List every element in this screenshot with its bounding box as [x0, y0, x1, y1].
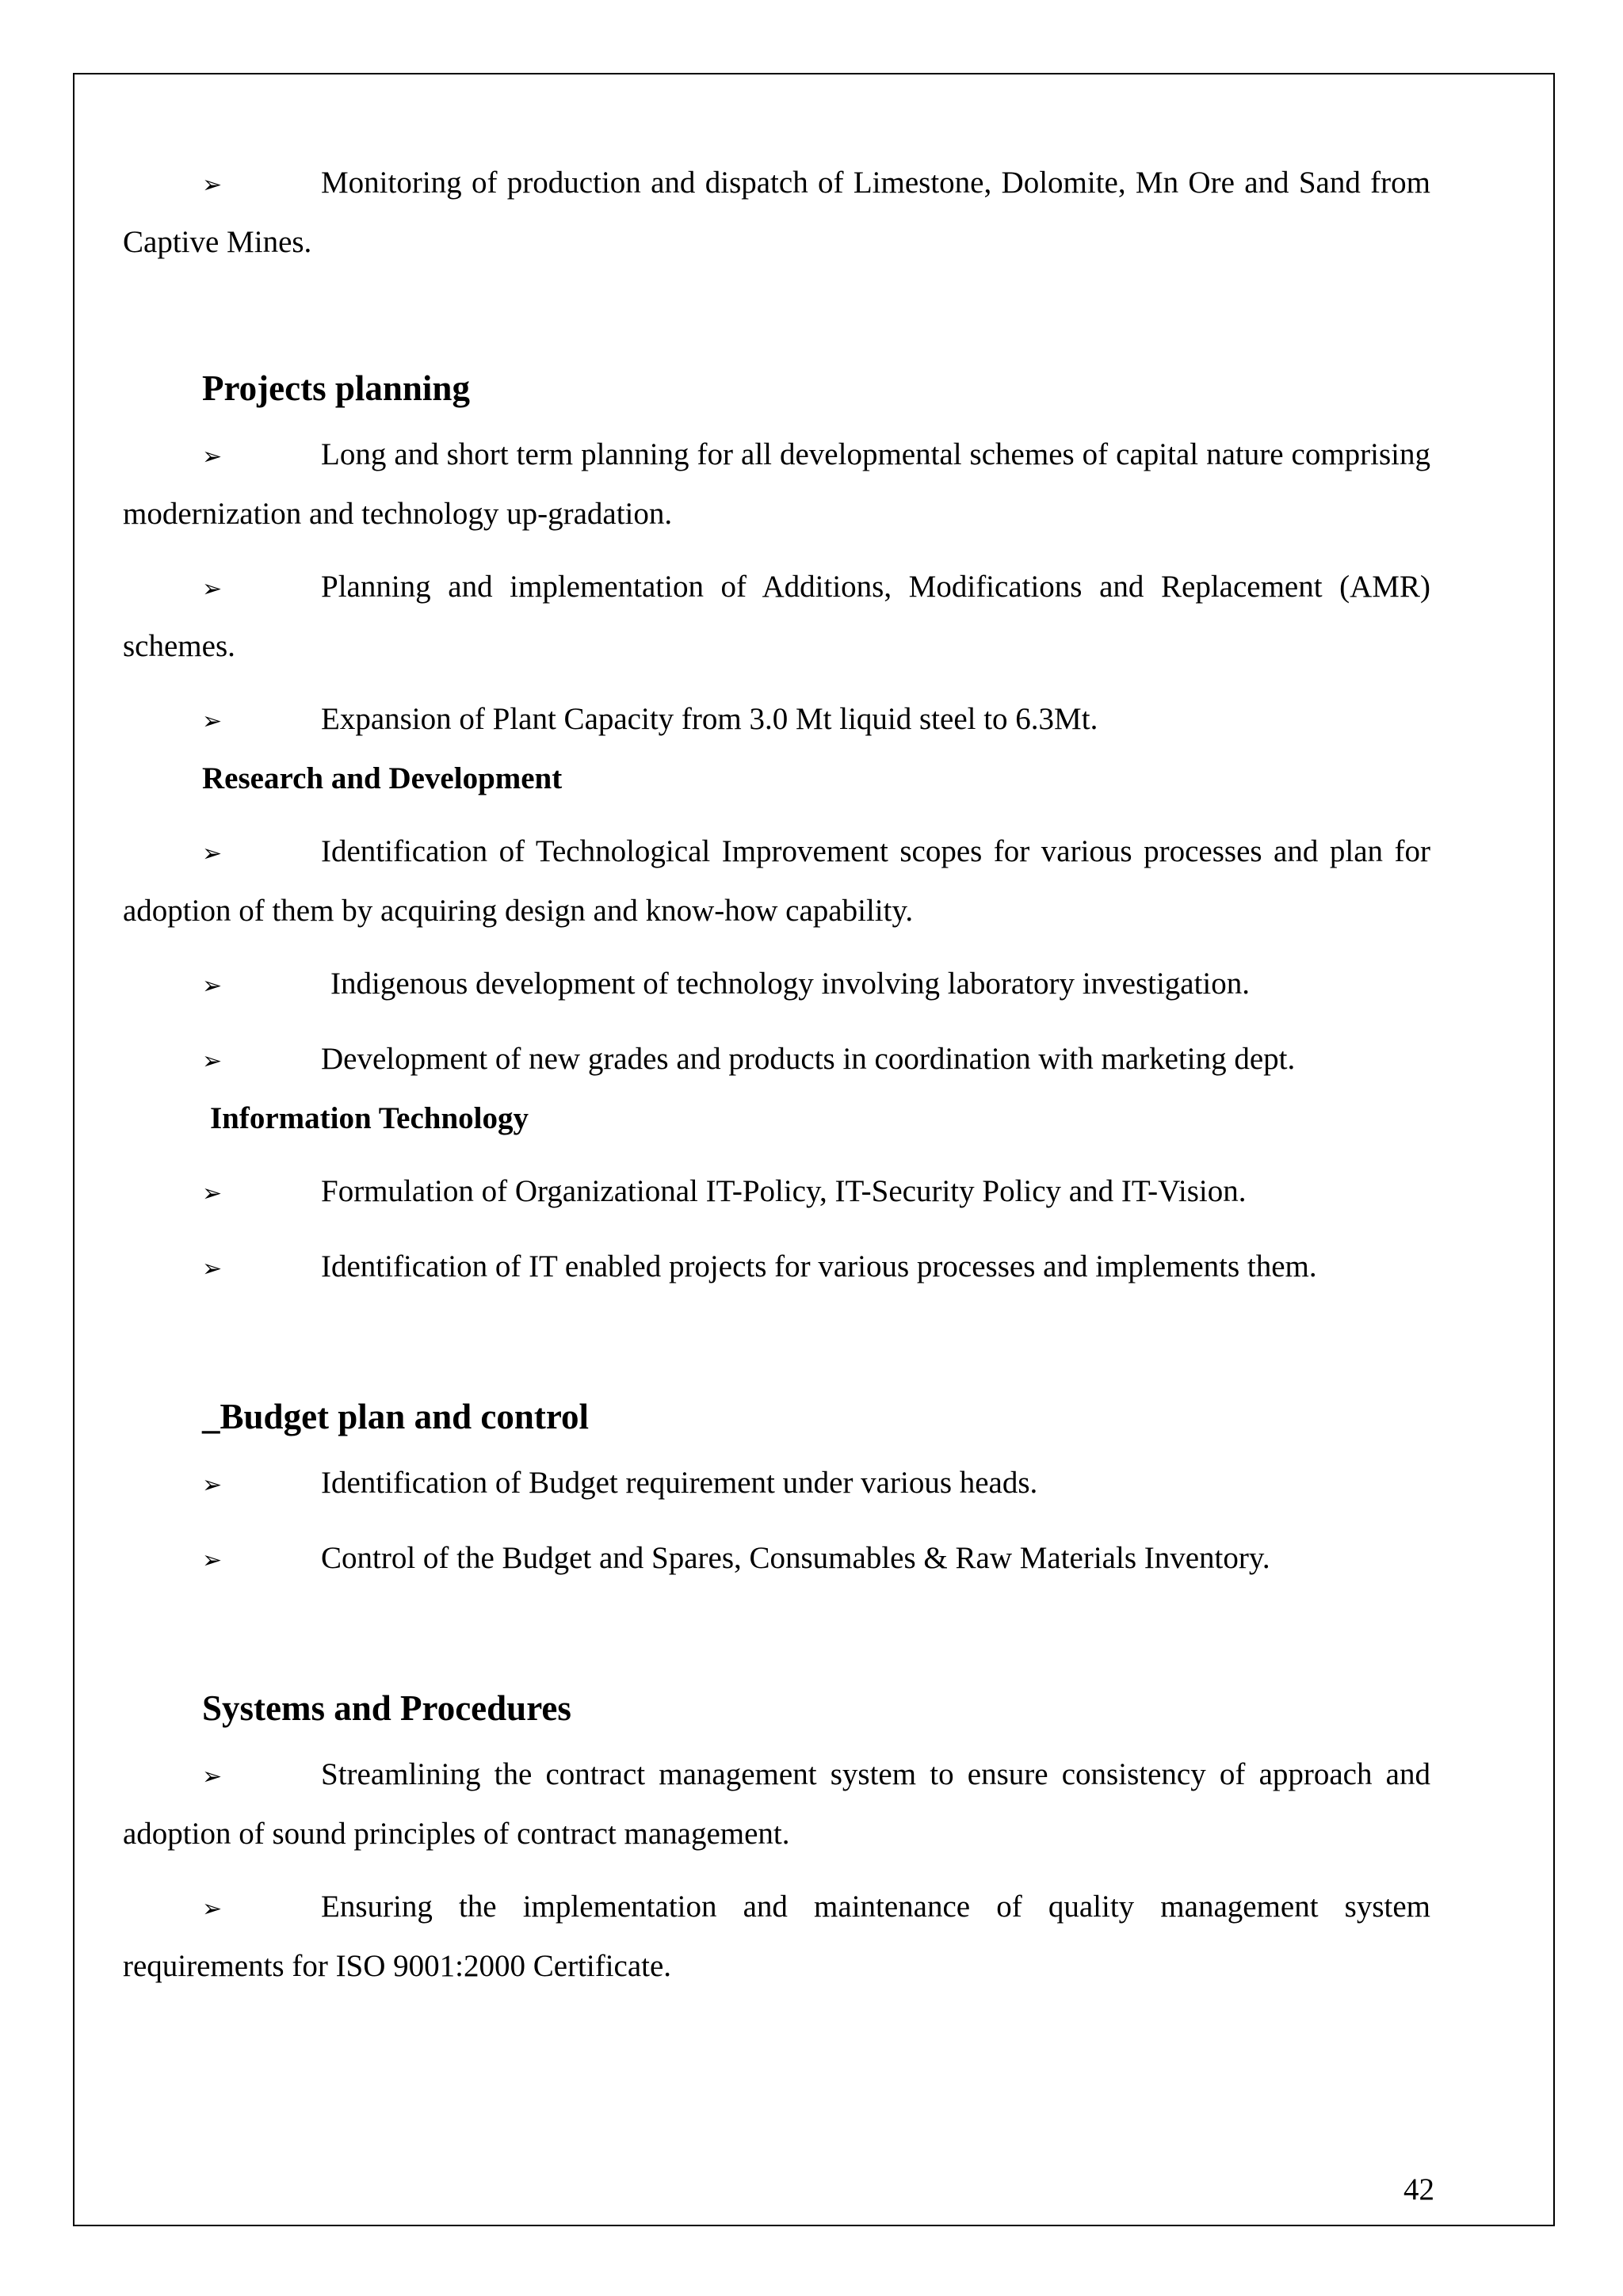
section-heading-budget-plan-and-control: _Budget plan and control [202, 1397, 590, 1436]
list-item-text: Control of the Budget and Spares, Consumables & Raw Materials Inventory. [321, 1541, 1270, 1575]
arrow-bullet-icon: ➢ [202, 575, 223, 603]
list-item-text: Identification of IT enabled projects for various processes and implements them. [321, 1249, 1317, 1283]
list-item [123, 559, 1430, 675]
list-item [123, 691, 1430, 750]
arrow-bullet-icon: ➢ [202, 1763, 223, 1791]
section-heading-projects-planning: Projects planning [202, 368, 470, 408]
arrow-bullet-icon: ➢ [202, 840, 223, 868]
list-item [123, 823, 1430, 940]
list-item-text: Streamlining the contract management system to ensure consistency of approach and adoption of sound principles of contract management. [123, 1757, 1430, 1851]
list-item-text: Indigenous development of technology involving laboratory investigation. [330, 967, 1251, 1001]
document-body [123, 154, 1430, 2011]
list-item [123, 1163, 1430, 1222]
list-item-text: Identification of Technological Improvement scopes for various processes and plan for adoption of them by acquiring design and know-how capability. [123, 834, 1430, 928]
arrow-bullet-icon: ➢ [202, 443, 223, 471]
arrow-bullet-icon: ➢ [202, 1180, 223, 1207]
arrow-bullet-icon: ➢ [202, 1047, 223, 1075]
section-heading-systems-and-procedures: Systems and Procedures [202, 1688, 571, 1728]
list-item [123, 1455, 1430, 1514]
arrow-bullet-icon: ➢ [202, 1255, 223, 1283]
list-item [123, 426, 1430, 543]
list-item [123, 1530, 1430, 1589]
list-item-text: Expansion of Plant Capacity from 3.0 Mt liquid steel to 6.3Mt. [321, 702, 1098, 736]
section-heading-information-technology: Information Technology [210, 1101, 529, 1135]
list-item-text: Long and short term planning for all developmental schemes of capital nature comprising modernization and technology up-gradation. [123, 437, 1430, 531]
list-item [123, 154, 1430, 271]
arrow-bullet-icon: ➢ [202, 171, 223, 199]
list-item-text: Development of new grades and products in coordination with marketing dept. [321, 1042, 1296, 1076]
list-item-text: Ensuring the implementation and maintenance of quality management system requirements for ISO 9001:2000 Certificate. [123, 1890, 1430, 1983]
list-item-text: Formulation of Organizational IT-Policy, IT-Security Policy and IT-Vision. [321, 1174, 1247, 1208]
arrow-bullet-icon: ➢ [202, 972, 223, 1000]
arrow-bullet-icon: ➢ [202, 707, 223, 735]
list-item-text: Identification of Budget requirement under various heads. [321, 1466, 1038, 1500]
list-item-text: Monitoring of production and dispatch of Limestone, Dolomite, Mn Ore and Sand from Captive Mines. [123, 166, 1430, 259]
list-item [123, 1238, 1430, 1298]
list-item [123, 1031, 1430, 1090]
list-item [123, 1878, 1430, 1995]
list-item-text: Planning and implementation of Additions, Modifications and Replacement (AMR) schemes. [123, 570, 1430, 663]
arrow-bullet-icon: ➢ [202, 1895, 223, 1923]
list-item [123, 955, 1430, 1015]
list-item [123, 1746, 1430, 1863]
page-number: 42 [1403, 2172, 1434, 2206]
arrow-bullet-icon: ➢ [202, 1547, 223, 1574]
arrow-bullet-icon: ➢ [202, 1471, 223, 1499]
section-heading-research-and-development: Research and Development [202, 761, 563, 795]
